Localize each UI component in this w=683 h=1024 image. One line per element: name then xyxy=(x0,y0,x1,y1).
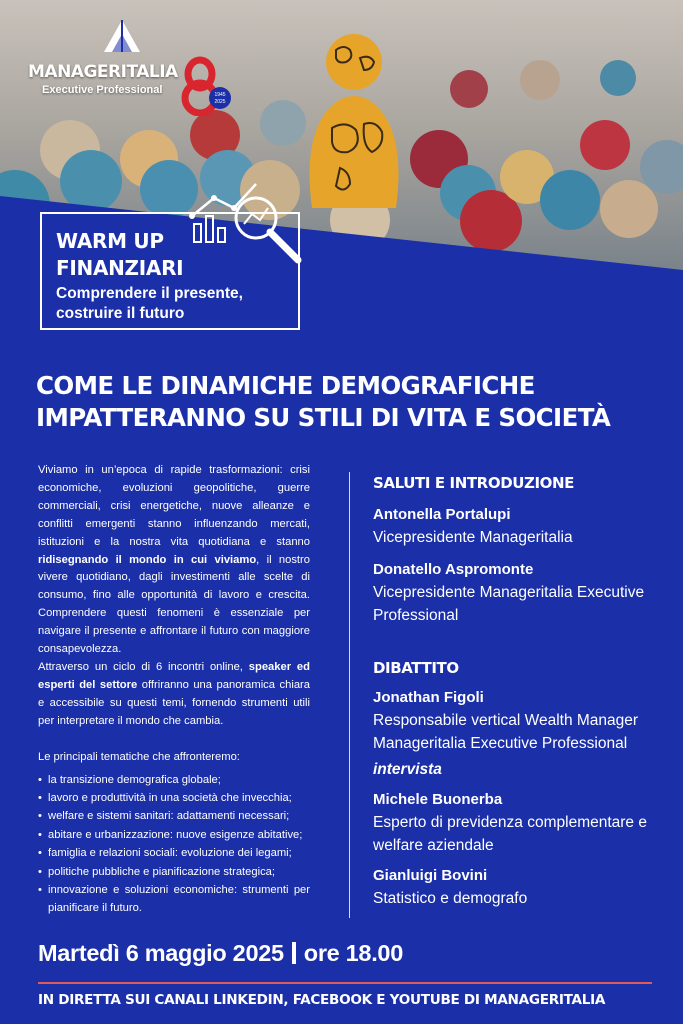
topics-intro: Le principali tematiche che affronteremo: xyxy=(38,750,240,763)
headline-line-2: IMPATTERANNO SU STILI DI VITA E SOCIETÀ xyxy=(36,403,611,432)
speaker-role: Vicepresidente Manageritalia Executive Professional xyxy=(373,584,645,624)
list-item: • politiche pubbliche e pianificazione strategica; xyxy=(38,863,310,881)
greetings-heading: SALUTI E INTRODUZIONE xyxy=(373,474,575,492)
list-item: • famiglia e relazioni sociali: evoluzione dei legami; xyxy=(38,844,310,862)
date-separator xyxy=(292,942,296,964)
list-item: • innovazione e soluzioni economiche: strumenti per pianificare il futuro. xyxy=(38,881,310,918)
speaker-role: Statistico e demografo xyxy=(373,890,528,907)
speaker-name: Antonella Portalupi xyxy=(373,506,511,523)
speaker-role: Esperto di previdenza complementare e welfare aziendale xyxy=(373,814,647,854)
speaker-name: Gianluigi Bovini xyxy=(373,867,488,884)
accent-rule xyxy=(38,982,652,984)
logo-brand: MANAGERITALIA xyxy=(28,62,178,82)
list-item: • abitare e urbanizzazione: nuove esigenze abitative; xyxy=(38,826,310,844)
speaker-name: Michele Buonerba xyxy=(373,791,503,808)
svg-text:1945: 1945 xyxy=(214,92,226,98)
intro-paragraph-2: Attraverso un ciclo di 6 incontri online, speaker ed esperti del settore offriranno una panoramica chiara e accessibile su questi temi, fornendo strumenti utili per interpretare il mondo che cambia. xyxy=(38,660,310,727)
topics-list xyxy=(38,771,310,918)
event-headline xyxy=(36,370,666,434)
intro-paragraph-1: Viviamo in un’epoca di rapide trasformazioni: crisi economiche, evoluzioni geopolitiche, guerre commerciali, crisi energetiche, nuove alleanze e conflitti emergenti stanno influenzando mercati, istituzioni e la nostra vita quotidiana e stanno ridisegnando il mondo in cui viviamo, il nostro vivere quotidiano, dagli investimenti alle scelte di consumo, fino alle opportunità di lavoro e crescita. Comprendere questi fenomeni è essenziale per navigare il presente e affrontare il futuro con maggiore consapevolezza. xyxy=(38,464,310,656)
broadcast-channels: IN DIRETTA SUI CANALI LINKEDIN, FACEBOOK E YOUTUBE DI MANAGERITALIA xyxy=(38,992,606,1008)
interview-label: intervista xyxy=(373,761,442,778)
program-title: WARM UP FINANZIARI xyxy=(56,229,184,280)
event-time: ore 18.00 xyxy=(303,940,403,966)
list-item: • lavoro e produttività in una società che invecchia; xyxy=(38,789,310,807)
event-date: Martedì 6 maggio 2025 xyxy=(38,940,284,966)
program-subtitle: Comprendere il presente, costruire il futuro xyxy=(56,285,243,322)
headline-line-1: COME LE DINAMICHE DEMOGRAFICHE xyxy=(36,371,535,400)
intro-column xyxy=(38,462,310,918)
globe-figure-icon xyxy=(300,28,410,208)
speaker-name: Jonathan Figoli xyxy=(373,689,484,706)
list-item: • welfare e sistemi sanitari: adattamenti necessari; xyxy=(38,807,310,825)
manageritalia-logo xyxy=(28,14,228,104)
event-datetime xyxy=(38,940,403,967)
list-item: • la transizione demografica globale; xyxy=(38,771,310,789)
logo-mountain-icon xyxy=(100,18,144,54)
program-title-box xyxy=(40,212,300,330)
speaker-role: Responsabile vertical Wealth Manager Manageritalia Executive Professional xyxy=(373,712,639,752)
speaker-role: Vicepresidente Manageritalia xyxy=(373,529,573,546)
anniversary-80-badge-icon xyxy=(176,56,232,116)
svg-text:2025: 2025 xyxy=(214,99,226,105)
debate-heading: DIBATTITO xyxy=(373,659,459,677)
speaker-name: Donatello Aspromonte xyxy=(373,561,534,578)
column-divider xyxy=(349,472,350,918)
agenda-column xyxy=(373,472,663,910)
logo-tagline: Executive Professional xyxy=(42,84,163,96)
